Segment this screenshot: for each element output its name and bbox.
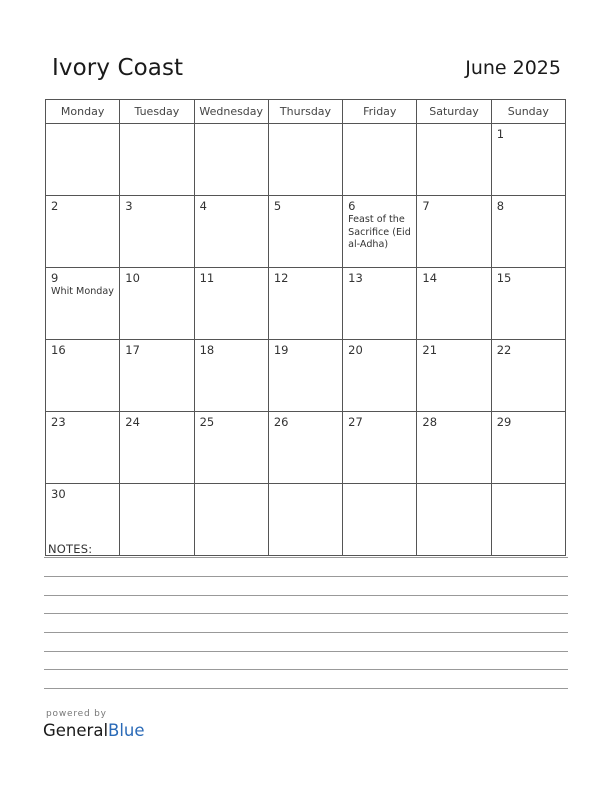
weekday-tuesday: Tuesday [120,100,194,124]
weekday-friday: Friday [343,100,417,124]
holiday-label: Whit Monday [51,286,114,297]
day-cell[interactable] [491,412,565,484]
note-line [44,613,568,614]
day-number: 26 [273,415,289,429]
day-cell[interactable] [491,268,565,340]
weekday-wednesday: Wednesday [194,100,268,124]
week-row [46,484,566,556]
day-number: 18 [199,343,215,357]
day-cell[interactable] [343,196,417,268]
day-cell[interactable] [343,124,417,196]
day-cell[interactable] [491,484,565,556]
day-number: 25 [199,415,215,429]
day-cell[interactable] [194,124,268,196]
day-number: 1 [496,127,505,141]
day-cell[interactable] [343,340,417,412]
day-cell[interactable] [46,268,120,340]
day-cell[interactable] [120,484,194,556]
logo-general-text: General [43,721,109,740]
month-year: June 2025 [465,57,561,79]
day-cell[interactable] [46,124,120,196]
day-number: 27 [348,415,363,429]
note-line [44,557,568,558]
day-cell[interactable] [120,412,194,484]
notes-label: NOTES: [48,542,93,556]
day-number: 13 [348,271,363,285]
note-line [44,595,568,596]
day-cell[interactable] [417,268,491,340]
day-number: 15 [496,271,512,285]
day-cell[interactable] [194,484,268,556]
day-number: 28 [422,415,438,429]
calendar-body [46,124,566,556]
day-cell[interactable] [46,196,120,268]
day-cell[interactable] [417,484,491,556]
day-number: 14 [422,271,438,285]
day-number: 17 [125,343,140,357]
country-title: Ivory Coast [52,55,184,81]
day-cell[interactable] [120,196,194,268]
weekday-thursday: Thursday [268,100,342,124]
weekday-header-row [46,100,566,124]
day-number: 19 [273,343,289,357]
note-line [44,669,568,670]
day-number: 10 [125,271,140,285]
generalblue-logo[interactable] [43,721,145,740]
day-cell[interactable] [268,412,342,484]
note-line [44,688,568,689]
day-cell[interactable] [268,124,342,196]
note-line [44,632,568,633]
day-cell[interactable] [194,340,268,412]
day-cell[interactable] [343,412,417,484]
week-row [46,124,566,196]
day-number: 9 [51,271,59,285]
day-cell[interactable] [417,196,491,268]
day-number: 30 [51,487,66,501]
day-cell[interactable] [491,124,565,196]
day-cell[interactable] [268,340,342,412]
logo-blue-text: Blue [108,721,145,740]
day-cell[interactable] [46,412,120,484]
day-number: 4 [199,199,207,213]
day-cell[interactable] [343,268,417,340]
day-number: 7 [422,199,430,213]
day-cell[interactable] [120,124,194,196]
day-cell[interactable] [194,196,268,268]
day-cell[interactable] [194,412,268,484]
day-cell[interactable] [46,340,120,412]
week-row [46,196,566,268]
note-line [44,576,568,577]
day-cell[interactable] [417,412,491,484]
day-number: 5 [273,199,282,213]
holiday-label: Feast of the Sacrifice (Eid al-Adha) [348,214,411,250]
powered-by-text: powered by [46,709,107,719]
day-number: 11 [199,271,215,285]
day-number: 24 [125,415,140,429]
day-number: 21 [422,343,438,357]
day-number: 20 [348,343,363,357]
day-number: 8 [496,199,505,213]
day-cell[interactable] [491,196,565,268]
day-number: 12 [273,271,289,285]
day-number: 2 [51,199,59,213]
day-number: 3 [125,199,133,213]
calendar-grid [45,99,566,556]
day-cell[interactable] [491,340,565,412]
day-cell[interactable] [417,124,491,196]
note-line [44,651,568,652]
day-number: 22 [496,343,512,357]
day-cell[interactable] [194,268,268,340]
weekday-saturday: Saturday [417,100,491,124]
day-cell[interactable] [120,340,194,412]
day-cell[interactable] [268,268,342,340]
week-row [46,340,566,412]
day-cell[interactable] [417,340,491,412]
day-number: 29 [496,415,512,429]
week-row [46,268,566,340]
weekday-sunday: Sunday [491,100,565,124]
day-cell[interactable] [268,196,342,268]
day-cell[interactable] [343,484,417,556]
day-number: 16 [51,343,66,357]
week-row [46,412,566,484]
day-number: 23 [51,415,66,429]
day-cell[interactable] [120,268,194,340]
day-cell[interactable] [268,484,342,556]
weekday-monday: Monday [46,100,120,124]
day-number: 6 [348,199,356,213]
